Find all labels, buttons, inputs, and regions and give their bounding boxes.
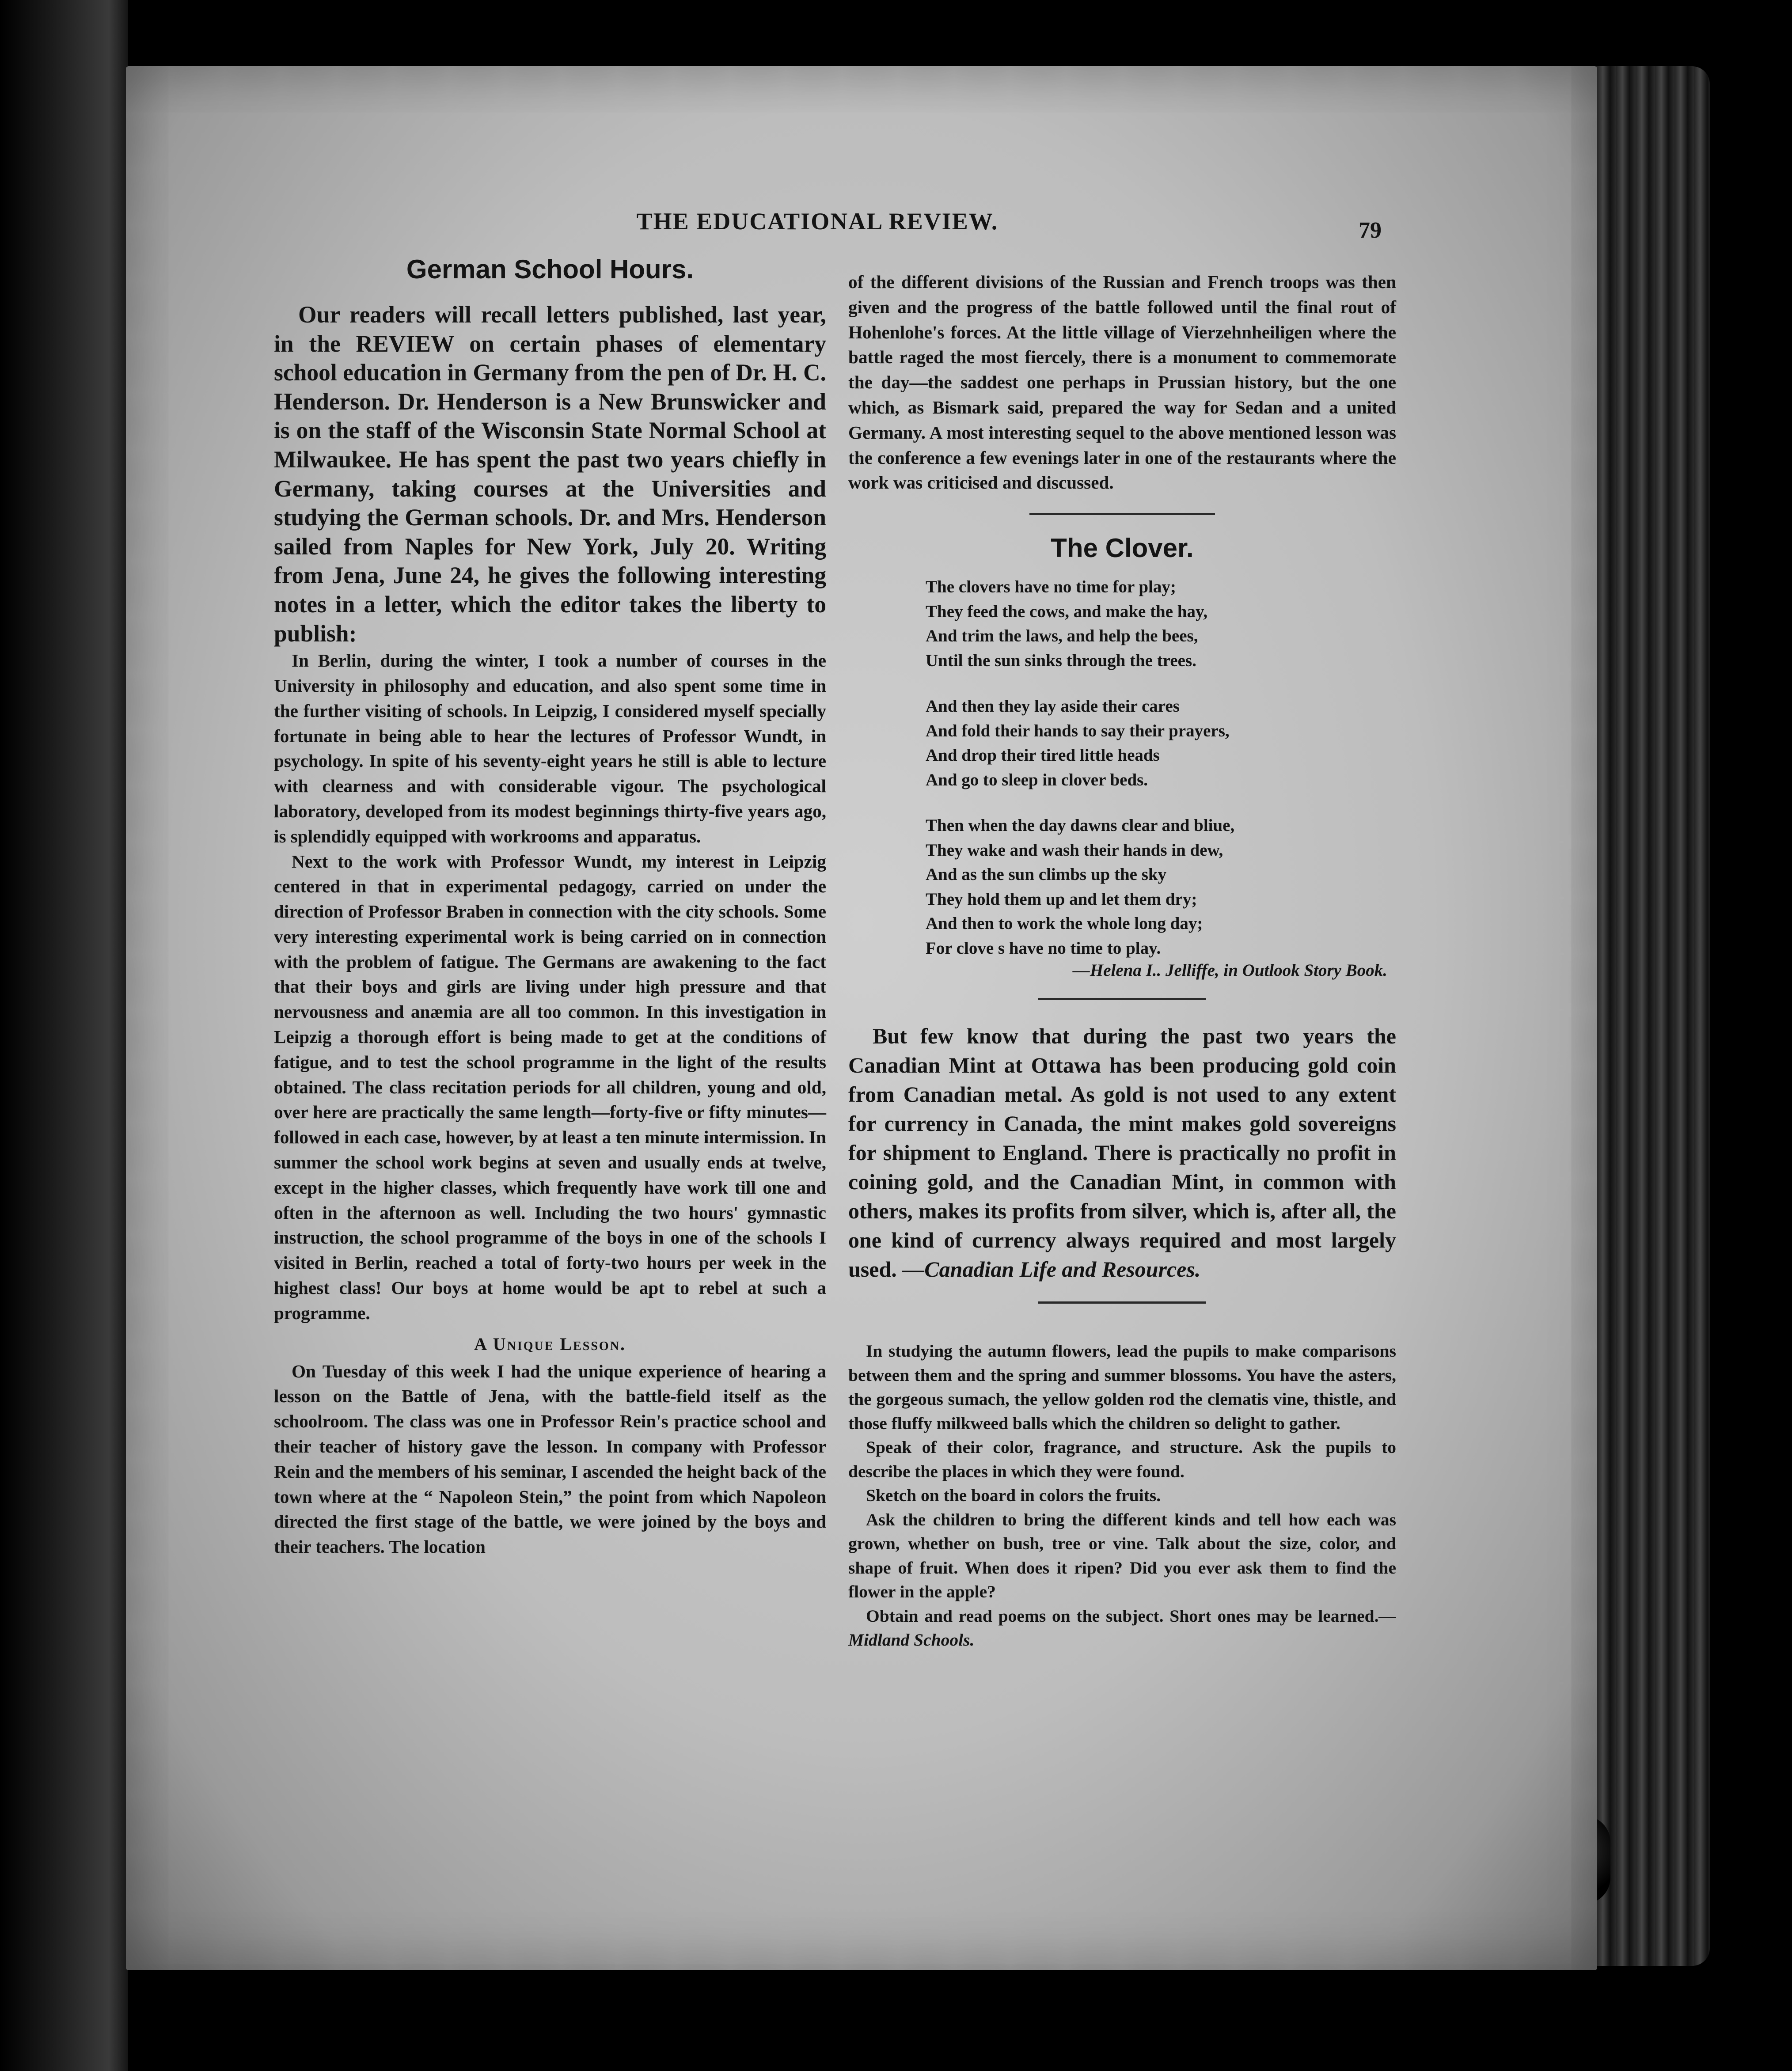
book-spine	[1577, 66, 1710, 1966]
poem-stanza	[926, 575, 1396, 673]
flowers-paragraph: Obtain and read poems on the subject. Short ones may be learned.	[866, 1606, 1379, 1626]
article-intro: Our readers will recall letters published, last year, in the REVIEW on certain phases of elementary school education in Germany from the pen of Dr. H. C. Henderson. Dr. Henderson is a New Brunswicker and is on the staff of the Wisconsin State Normal School at Milwaukee. He has spent the past two years chiefly in Germany, taking courses at the Universities and studying the German schools. Dr. and Mrs. Henderson sailed from Naples for New York, July 20. Writing from Jena, June 24, he gives the following interesting notes in a letter, which the editor takes the liberty to publish:	[274, 301, 826, 647]
poem-line: And go to sleep in clover beds.	[926, 770, 1148, 789]
poem-line: They wake and wash their hands in dew,	[926, 840, 1223, 860]
page-number: 79	[1359, 218, 1382, 243]
poem-line: And drop their tired little heads	[926, 746, 1160, 765]
poem-line: And then they lay aside their cares	[926, 697, 1180, 716]
divider-rule	[1029, 513, 1215, 515]
poem-line: They feed the cows, and make the hay,	[926, 602, 1208, 621]
mint-text: But few know that during the past two years the Canadian Mint at Ottawa has been producing gold coin from Canadian metal. As gold is not used to any extent for currency in Canada, the mint makes gold sovereigns for shipment to England. There is practically no profit in coining gold, and the Canadian Mint, in common with others, makes its profits from silver, which is, after all, the one kind of currency always required and most largely used.	[848, 1024, 1396, 1282]
poem-line: And as the sun climbs up the sky	[926, 865, 1167, 884]
mint-item	[848, 1021, 1396, 1284]
running-head: THE EDUCATIONAL REVIEW.	[636, 208, 999, 235]
poem-attribution: —Helena I.. Jelliffe, in Outlook Story Book.	[1072, 961, 1387, 980]
article-continuation: of the different divisions of the Russian and French troops was then given and the progress of the battle followed until the final rout of Hohenlohe's forces. At the little village of Vierzehnheiligen where the battle raged the most fiercely, there is a monument to commemorate the day—the saddest one perhaps in Prussian history, but the one which, as Bismark said, prepared the way for Sedan and a united Germany. A most interesting sequel to the above mentioned lesson was the conference a few evenings later in one of the restaurants where the work was criticised and discussed.	[848, 272, 1396, 493]
poem-line: Until the sun sinks through the trees.	[926, 651, 1196, 670]
poem-line: They hold them up and let them dry;	[926, 889, 1197, 909]
flowers-paragraph: Speak of their color, fragrance, and structure. Ask the pupils to describe the places in which they were found.	[848, 1438, 1396, 1481]
divider-rule	[1038, 998, 1206, 1000]
poem-line: And then to work the whole long day;	[926, 914, 1203, 933]
letter-paragraph: In Berlin, during the winter, I took a number of courses in the University in philosophy and education, and also spent some time in the further visiting of schools. In Leipzig, I considered myself specially fortunate in being able to hear the lectures of Professor Wundt, in psychology. In spite of his seventy-eight years he still is able to lecture with clearness and with considerable vigour. The psychological laboratory, developed from its modest beginnings thirty-five years ago, is splendidly equipped with workrooms and apparatus.	[274, 650, 826, 846]
mint-source: —Canadian Life and Resources.	[902, 1257, 1201, 1282]
subheading: A Unique Lesson.	[474, 1334, 626, 1354]
right-column	[848, 269, 1396, 1652]
flowers-item	[848, 1339, 1396, 1652]
poem-stanza	[926, 813, 1396, 960]
poem-line: For clove s have no time to play.	[926, 938, 1161, 958]
letter-paragraph: Next to the work with Professor Wundt, my interest in Leipzig centered in that in experimental pedagogy, carried on under the direction of Professor Braben in connection with the city schools. Some very interesting experimental work is being carried on in connection with the problem of fatigue. The Germans are awakening to the fact that their boys and girls are living under high pressure and that nervousness and anæmia are all too common. In this investigation in Leipzig a thorough effort is being made to get at the conditions of fatigue, and to test the school programme in the light of the results obtained. The class recitation periods for all children, young and old, over here are practically the same length—forty-five or fifty minutes—followed in each case, however, by at least a ten minute intermission. In summer the school work begins at seven and usually ends at twelve, except in the higher classes, which frequently have work till one and often in the afternoon as well. Including the two hours' gymnastic instruction, the school programme of the boys in one of the schools I visited in Berlin, reached a total of forty-two hours per week in the highest class! Our boys at home would be apt to rebel at such a programme.	[274, 851, 826, 1323]
flowers-paragraph: In studying the autumn flowers, lead the pupils to make comparisons between them and the spring and summer blossoms. You have the asters, the gorgeous sumach, the yellow golden rod the clematis vine, thistle, and those fluffy milkweed balls which the children so delight to gather.	[848, 1341, 1396, 1433]
flowers-last-paragraph	[848, 1604, 1396, 1652]
left-column	[274, 254, 826, 1559]
flowers-paragraph: Sketch on the board in colors the fruits.	[866, 1486, 1161, 1506]
lesson-paragraph: On Tuesday of this week I had the unique experience of hearing a lesson on the Battle of Jena, with the battle-field itself as the schoolroom. The class was one in Professor Rein's practice school and their teacher of history gave the lesson. In company with Professor Rein and the members of his seminar, I ascended the height back of the town where at the “ Napoleon Stein,” the point from which Napoleon directed the first stage of the battle, we were joined by the boys and their teachers. The location	[274, 1361, 826, 1557]
poem-line: And trim the laws, and help the bees,	[926, 626, 1198, 646]
poem-line: Then when the day dawns clear and bliue,	[926, 816, 1235, 835]
left-page-shadow	[0, 0, 128, 2071]
flowers-paragraph: Ask the children to bring the different kinds and tell how each was grown, whether on bush, tree or vine. Talk about the size, color, and shape of fruit. When does it ripen? Did you ever ask them to find the flower in the apple?	[848, 1510, 1396, 1602]
poem-line: The clovers have no time for play;	[926, 577, 1176, 597]
poem-title: The Clover.	[1051, 533, 1194, 563]
divider-rule	[1038, 1301, 1206, 1304]
poem-stanza	[926, 694, 1396, 792]
flowers-source: —Midland Schools.	[848, 1606, 1396, 1650]
article-title: German School Hours.	[406, 254, 694, 284]
poem-line: And fold their hands to say their prayers,	[926, 721, 1230, 740]
